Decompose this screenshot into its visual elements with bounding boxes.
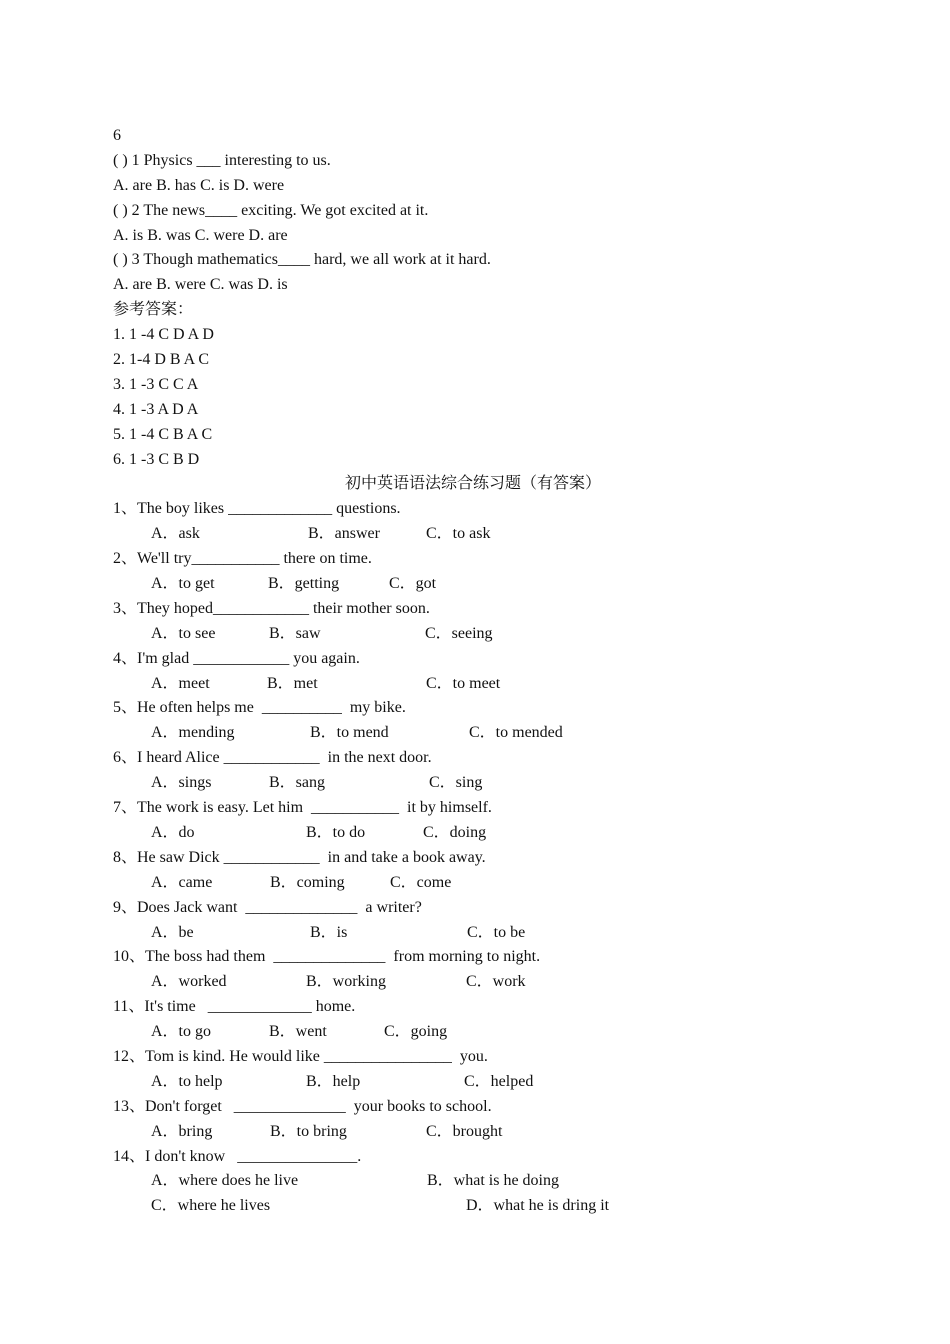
option-c: C．helped [464,1072,534,1090]
document-page [113,124,853,1219]
answer-line: 2. 1-4 D B A C [113,351,210,369]
question-stem: 9、Does Jack want ______________ a writer? [113,898,422,916]
question-stem: ( ) 1 Physics ___ interesting to us. [113,151,331,169]
question-options [113,921,853,946]
question-options [113,672,853,697]
option-c: C．to be [467,923,526,941]
option-c: C．sing [429,774,483,792]
option-c: C．come [390,873,452,891]
question-options [113,1120,853,1145]
option-a: A．mending [151,724,235,742]
question-stem: 10、The boss had them ______________ from morning to night. [113,948,541,966]
question-stem: ( ) 2 The news____ exciting. We got excited at it. [113,201,429,219]
option-c: C．work [466,973,526,991]
question-stem: 2、We'll try___________ there on time. [113,550,372,568]
question-stem: 1、The boy likes _____________ questions. [113,500,401,518]
option-c: C．to mended [469,724,563,742]
option-b: B．coming [270,873,345,891]
option-a: A．bring [151,1122,213,1140]
question-stem: 14、I don't know _______________. [113,1147,362,1165]
option-c: C．going [384,1023,448,1041]
option-b: B．sang [269,774,326,792]
option-b: B．what is he doing [427,1172,559,1190]
question-options: A. is B. was C. were D. are [113,226,288,244]
answer-line: 4. 1 -3 A D A [113,400,199,418]
question-stem: 6、I heard Alice ____________ in the next door. [113,749,432,767]
question-stem: 13、Don't forget ______________ your books to school. [113,1097,492,1115]
option-c: C．to meet [426,674,501,692]
option-c: C．to ask [426,525,491,543]
option-b: B．working [306,973,387,991]
option-a: A．to go [151,1023,212,1041]
option-a: A．to get [151,575,215,593]
question-stem: 8、He saw Dick ____________ in and take a book away. [113,848,486,866]
option-b: B．help [306,1072,361,1090]
option-b: B．to do [306,823,366,841]
question-options [113,970,853,995]
option-b: B．to mend [310,724,389,742]
question-options [113,1169,853,1194]
question-options: A. are B. were C. was D. is [113,276,288,294]
option-a: A．meet [151,674,210,692]
question-stem: 7、The work is easy. Let him ___________ it by himself. [113,799,492,817]
question-stem: 12、Tom is kind. He would like ________________ you. [113,1047,488,1065]
question-stem: 3、They hoped____________ their mother soon. [113,599,430,617]
question-stem: 11、It's time _____________ home. [113,998,356,1016]
option-b: B．saw [269,624,321,642]
answer-line: 1. 1 -4 C D A D [113,326,214,344]
option-b: B．met [267,674,318,692]
question-stem: ( ) 3 Though mathematics____ hard, we all work at it hard. [113,251,491,269]
option-a: A．do [151,823,195,841]
option-b: B．getting [268,575,340,593]
question-options [113,721,853,746]
question-options: A. are B. has C. is D. were [113,176,285,194]
question-options [113,821,853,846]
question-options [113,1194,853,1219]
option-a: A．where does he live [151,1172,299,1190]
option-c: C．doing [423,823,487,841]
question-options [113,1070,853,1095]
question-options [113,572,853,597]
option-b: B．to bring [270,1122,347,1140]
question-options [113,871,853,896]
section-number: 6 [113,127,121,144]
option-b: B．is [310,923,348,941]
answers-heading: 参考答案： [113,301,194,319]
option-a: A．be [151,923,194,941]
option-b: B．answer [308,525,380,543]
option-a: A．worked [151,973,227,991]
question-options [113,522,853,547]
question-options [113,771,853,796]
question-options [113,622,853,647]
option-a: A．came [151,873,213,891]
question-options [113,1020,853,1045]
answer-line: 5. 1 -4 C B A C [113,425,213,443]
option-c: C．where he lives [151,1197,271,1215]
option-a: A．to help [151,1072,223,1090]
option-c: C．got [389,575,437,593]
answer-line: 3. 1 -3 C C A [113,375,199,393]
option-c: C．seeing [425,624,493,642]
option-a: A．sings [151,774,212,792]
exercise-title: 初中英语语法综合练习题（有答案） [344,475,601,493]
answer-line: 6. 1 -3 C B D [113,450,200,468]
question-stem: 5、He often helps me __________ my bike. [113,699,406,717]
option-d: D．what he is dring it [466,1197,610,1215]
option-a: A．ask [151,525,200,543]
question-stem: 4、I'm glad ____________ you again. [113,649,360,667]
option-c: C．brought [426,1122,503,1140]
option-a: A．to see [151,624,216,642]
option-b: B．went [269,1023,327,1041]
